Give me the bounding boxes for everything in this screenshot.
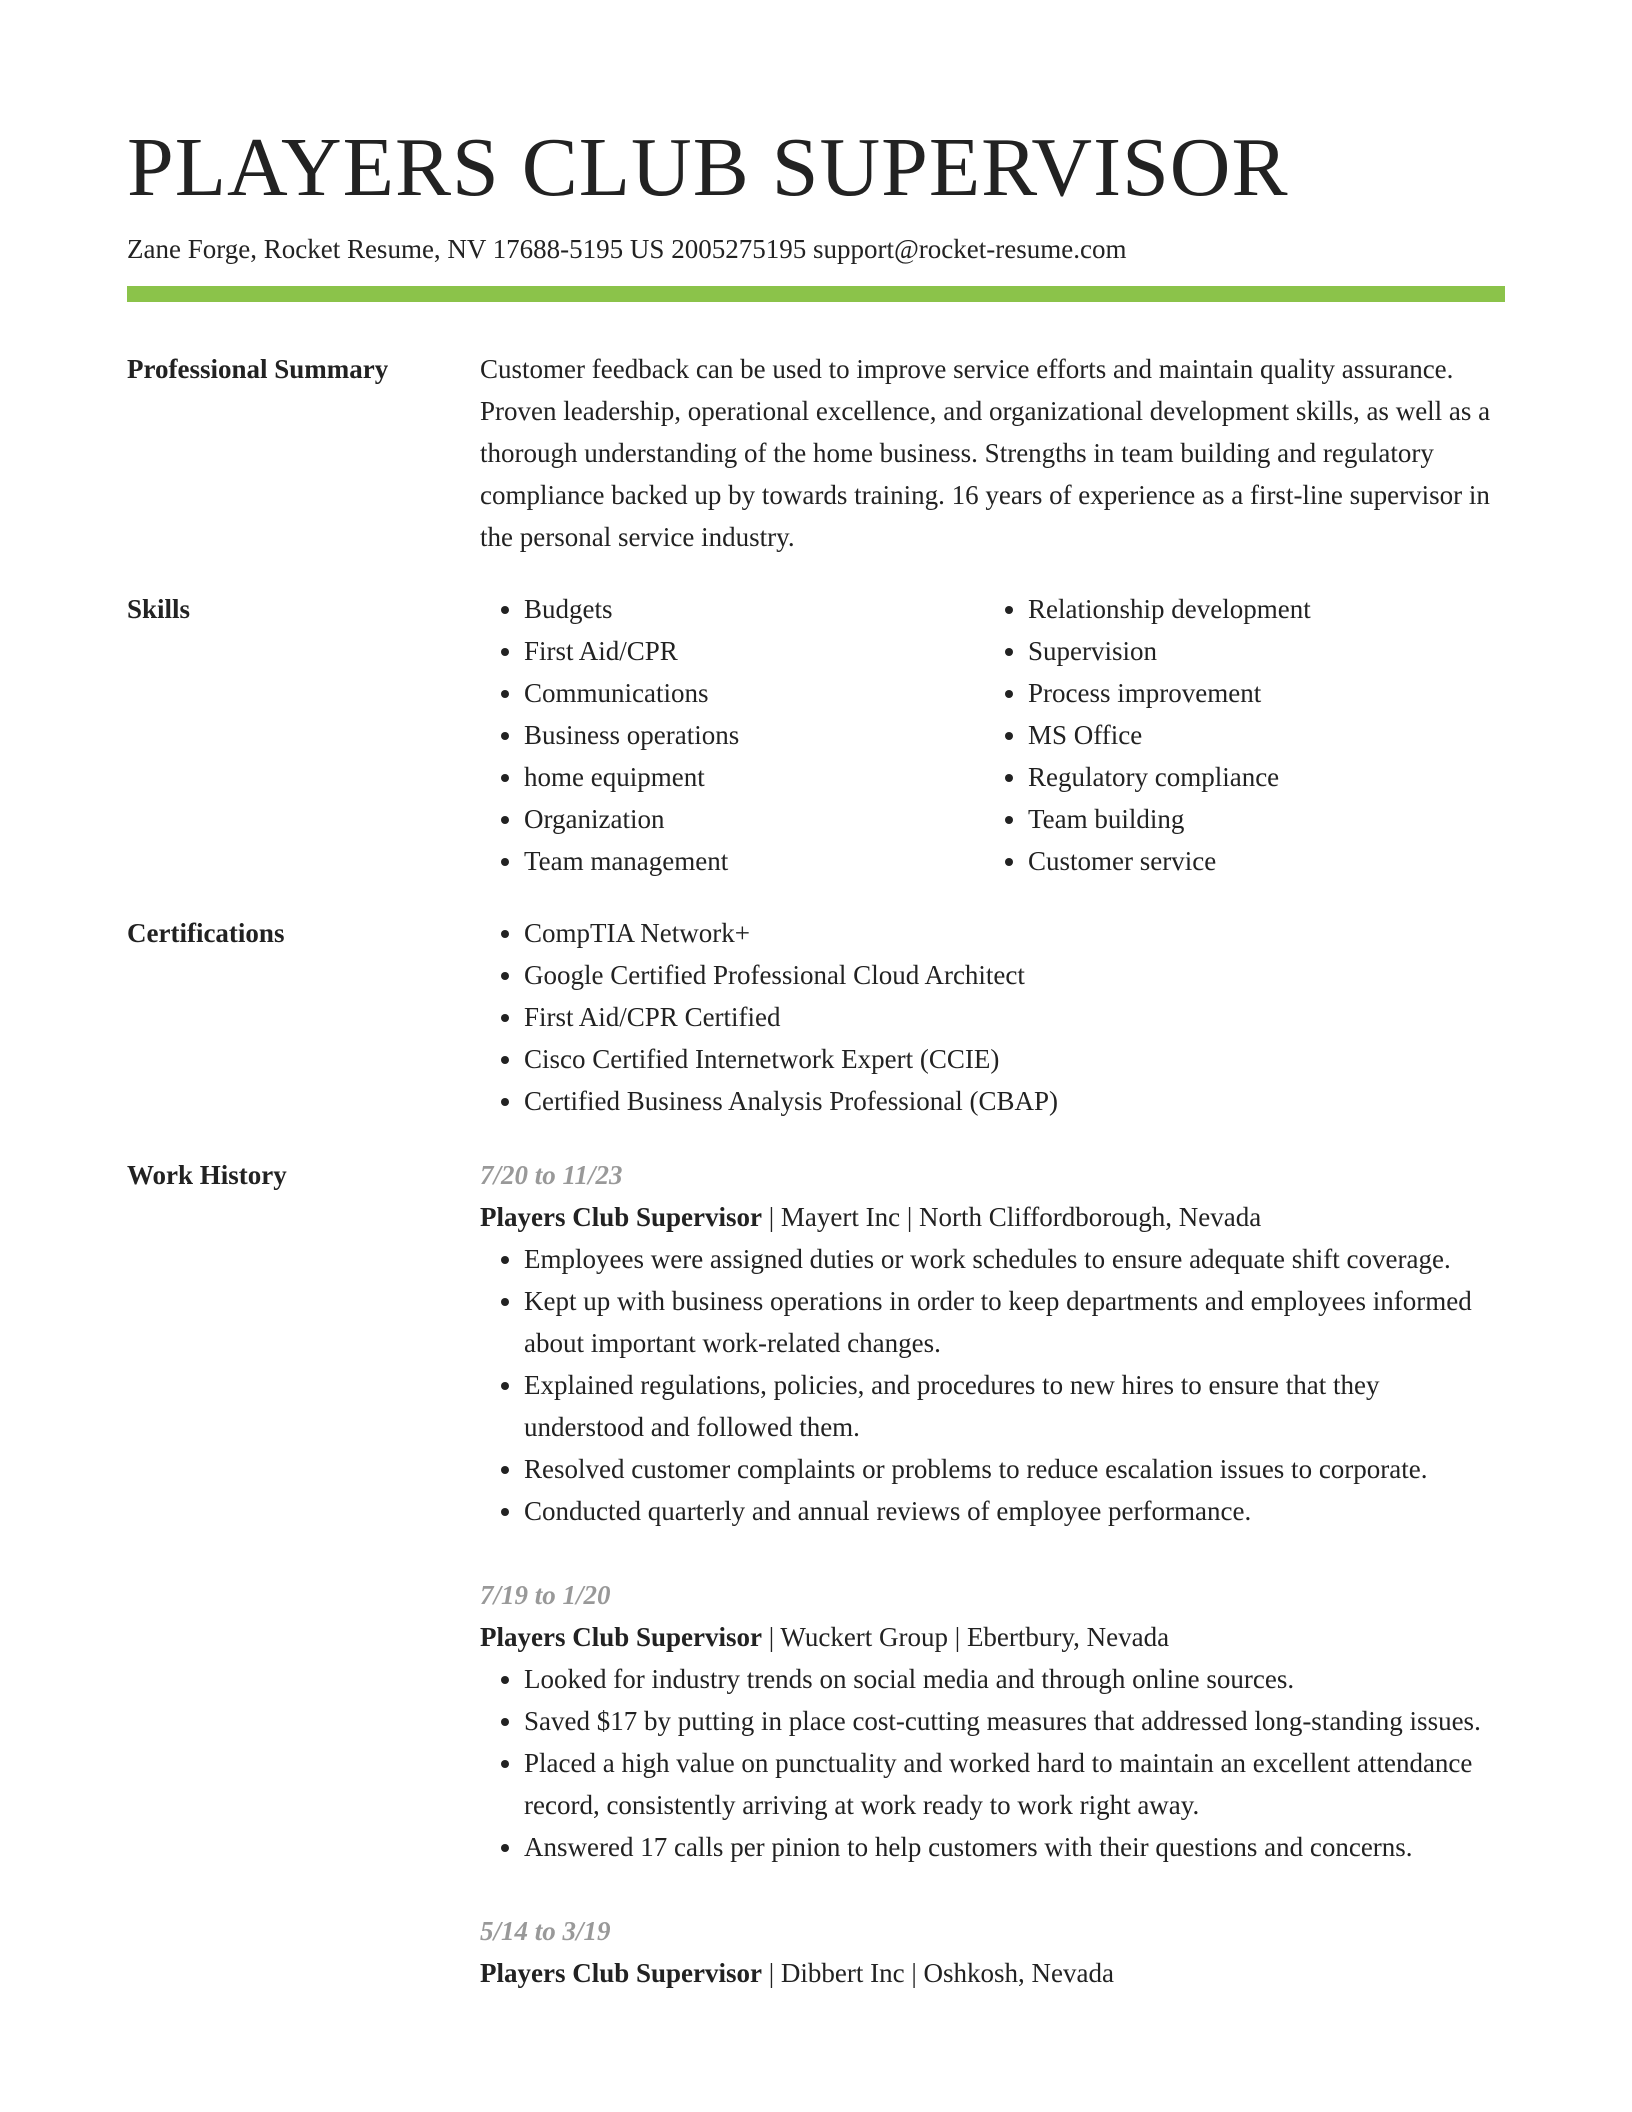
skill-item: • Relationship development [1028,588,1488,630]
skill-item: • Business operations [524,714,984,756]
skill-item: • Supervision [1028,630,1488,672]
accent-divider [127,286,1505,302]
skill-item: • Process improvement [1028,672,1488,714]
job-heading [480,1952,1505,1994]
job-details: | Mayert Inc | North Cliffordborough, Nevada [762,1202,1262,1232]
job-bullet: • Employees were assigned duties or work schedules to ensure adequate shift coverage. [524,1238,1505,1280]
job-bullet: • Kept up with business operations in order to keep departments and employees informed about important work-related changes. [524,1280,1505,1364]
job-entry [480,1910,1505,1994]
work-history-body [480,1154,1505,2036]
job-heading [480,1196,1505,1238]
summary-body [480,348,1505,558]
work-history-label: Work History [127,1160,287,1190]
job-title: Players Club Supervisor [480,1958,763,1988]
certification-item: • First Aid/CPR Certified [524,996,1505,1038]
skill-item: • Team building [1028,798,1488,840]
skills-list-left [480,588,984,882]
skill-item: • Team management [524,840,984,882]
skill-item: • Budgets [524,588,984,630]
skill-item: • Customer service [1028,840,1488,882]
skill-item: • home equipment [524,756,984,798]
job-bullet: • Saved $17 by putting in place cost-cutting measures that addressed long-standing issues. [524,1700,1505,1742]
certification-item: • CompTIA Network+ [524,912,1505,954]
job-title: Players Club Supervisor [480,1622,763,1652]
job-dates: 7/20 to 11/23 [480,1160,623,1190]
certifications-label: Certifications [127,918,285,948]
skill-item: • MS Office [1028,714,1488,756]
summary-text: Customer feedback can be used to improve service efforts and maintain quality assurance. Proven leadership, operational excellence, and organizational development skills, as well as a thorough understanding of the home business. Strengths in team building and regulatory compliance backed up by towards training. 16 years of experience as a first-line supervisor in the personal service industry. [480,354,1491,552]
skill-item: • Communications [524,672,984,714]
job-bullets [480,1238,1505,1532]
job-entry [480,1154,1505,1532]
job-details: | Wuckert Group | Ebertbury, Nevada [762,1622,1170,1652]
skill-item: • Regulatory compliance [1028,756,1488,798]
job-bullet: • Answered 17 calls per pinion to help customers with their questions and concerns. [524,1826,1505,1868]
job-details: | Dibbert Inc | Oshkosh, Nevada [762,1958,1114,1988]
job-title: Players Club Supervisor [480,1202,763,1232]
certification-item: • Cisco Certified Internetwork Expert (CCIE) [524,1038,1505,1080]
skills-label: Skills [127,594,191,624]
certification-item: • Certified Business Analysis Professional (CBAP) [524,1080,1505,1122]
certification-item: • Google Certified Professional Cloud Architect [524,954,1505,996]
skills-body [480,588,1505,882]
job-dates: 5/14 to 3/19 [480,1916,611,1946]
summary-label: Professional Summary [127,354,389,384]
certifications-list [480,912,1505,1122]
job-bullet: • Resolved customer complaints or problems to reduce escalation issues to corporate. [524,1448,1505,1490]
job-bullets [480,1658,1505,1868]
job-bullet: • Explained regulations, policies, and procedures to new hires to ensure that they understood and followed them. [524,1364,1505,1448]
job-dates: 7/19 to 1/20 [480,1580,611,1610]
skill-item: • Organization [524,798,984,840]
job-bullet: • Conducted quarterly and annual reviews of employee performance. [524,1490,1505,1532]
resume-title: PLAYERS CLUB SUPERVISOR [127,121,1289,214]
job-heading [480,1616,1505,1658]
contact-line: Zane Forge, Rocket Resume, NV 17688-5195 US 2005275195 support@rocket-resume.com [127,234,1127,264]
skill-item: • First Aid/CPR [524,630,984,672]
skills-columns [480,588,1505,882]
job-bullet: • Looked for industry trends on social media and through online sources. [524,1658,1505,1700]
job-entry [480,1574,1505,1868]
certifications-body [480,912,1505,1122]
job-bullet: • Placed a high value on punctuality and worked hard to maintain an excellent attendance record, consistently arriving at work ready to work right away. [524,1742,1505,1826]
skills-column-right [984,588,1488,882]
skills-column-left [480,588,984,882]
skills-list-right [984,588,1488,882]
